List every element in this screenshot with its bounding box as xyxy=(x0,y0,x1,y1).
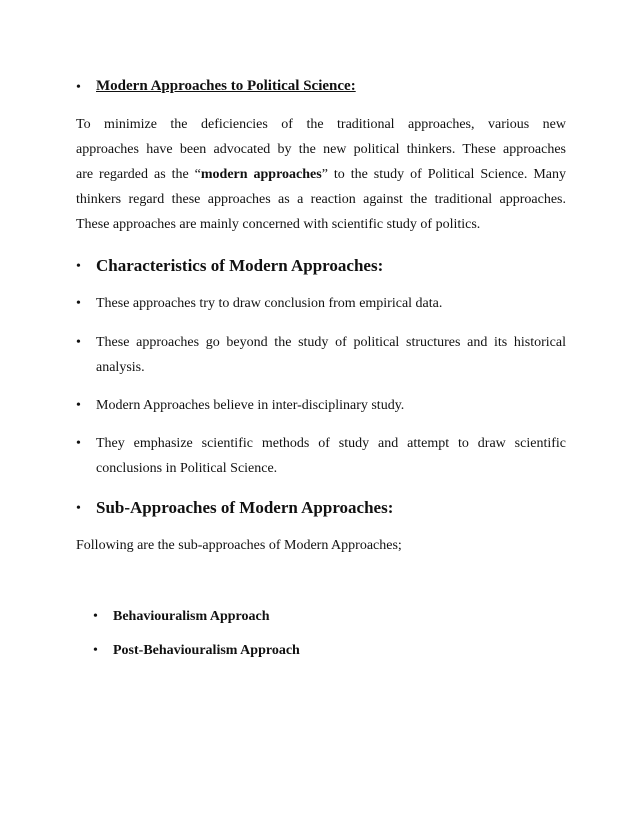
bullet: • xyxy=(93,609,98,624)
list-item: These approaches go beyond the study of political structures and its historical xyxy=(96,335,566,350)
modern-approaches-bold: modern approaches xyxy=(200,167,322,182)
section-heading-characteristics: Characteristics of Modern Approaches: xyxy=(96,256,384,275)
bullet: • xyxy=(76,398,81,413)
list-item: These approaches try to draw conclusion from empirical data. xyxy=(96,296,443,311)
bullet: • xyxy=(76,436,81,451)
sub-approach-item: Post-Behaviouralism Approach xyxy=(113,643,300,658)
paragraph-line-3 xyxy=(76,167,566,183)
bullet: • xyxy=(76,335,81,350)
paragraph-line-3-pre: are regarded as the “ xyxy=(76,167,201,182)
sub-approach-item: Behaviouralism Approach xyxy=(113,609,270,624)
list-item: Modern Approaches believe in inter-disciplinary study. xyxy=(96,398,405,413)
paragraph-line-3-post: ” to the study of Political Science. Many xyxy=(321,167,567,182)
list-item-continuation: conclusions in Political Science. xyxy=(96,461,278,476)
bullet: • xyxy=(76,501,81,516)
section-heading-modern-approaches: Modern Approaches to Political Science: xyxy=(96,78,356,94)
list-item-continuation: analysis. xyxy=(96,360,145,375)
bullet: • xyxy=(76,296,81,311)
section-heading-sub-approaches: Sub-Approaches of Modern Approaches: xyxy=(96,498,394,517)
bullet: • xyxy=(93,643,98,658)
paragraph-line-4: thinkers regard these approaches as a reaction against the traditional approaches. xyxy=(76,192,566,207)
bullet: • xyxy=(76,259,81,274)
paragraph-line-2: approaches have been advocated by the new political thinkers. These approaches xyxy=(76,142,566,157)
sub-approaches-intro: Following are the sub-approaches of Modern Approaches; xyxy=(76,538,402,553)
bullet: • xyxy=(76,80,81,95)
paragraph-line-5: These approaches are mainly concerned with scientific study of politics. xyxy=(76,217,481,232)
list-item: They emphasize scientific methods of study and attempt to draw scientific xyxy=(96,436,566,451)
paragraph-line-1: To minimize the deficiencies of the traditional approaches, various new xyxy=(76,117,566,132)
